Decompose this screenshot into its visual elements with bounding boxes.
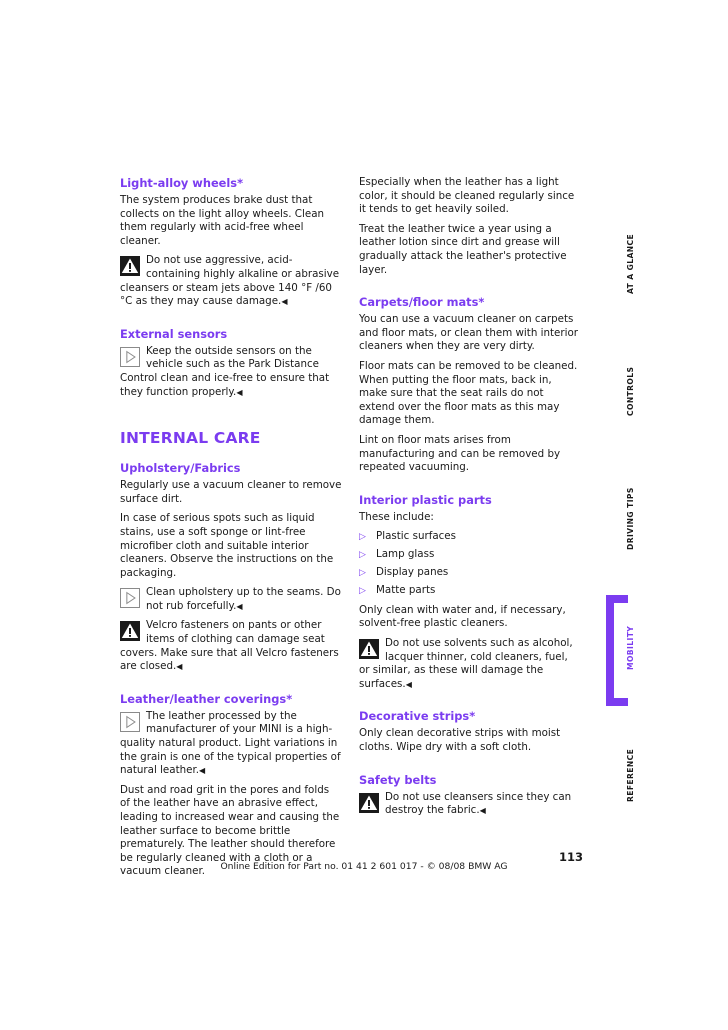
page-number: 113 — [559, 850, 584, 864]
leather-note — [120, 710, 342, 778]
bullet-arrow-icon: ▷ — [359, 586, 366, 597]
side-tab-controls[interactable]: CONTROLS — [626, 366, 635, 416]
warning-text: Do not use aggressive, acid-containing highly alkaline or abrasive cleansers or steam jets above 140 °F /60 °C as they may cause damage. — [120, 254, 340, 308]
decorative-text: Only clean decorative strips with moist cloths. Wipe dry with a soft cloth. — [359, 727, 561, 753]
right-column — [359, 176, 581, 824]
note-text: The leather processed by the manufacturer of your MINI is a high-quality natural product. Light variations in the grain is one of the typical properties of natural leather. — [120, 709, 341, 777]
plastic-list — [359, 530, 581, 599]
leather-cont-text-2: Treat the leather twice a year using a leather lotion since dirt and grease will gradually attack the leather's protective layer. — [359, 222, 567, 276]
info-arrow-icon — [120, 347, 140, 367]
info-arrow-icon — [120, 712, 140, 732]
external-sensors-heading: External sensors — [120, 326, 228, 341]
note-text: Clean upholstery up to the seams. Do not rub forcefully. — [146, 586, 341, 612]
end-mark-icon: ◀ — [236, 601, 243, 611]
leather-text: Dust and road grit in the pores and folds of the leather have an abrasive effect, leading to increased wear and causing the leather surface to become brittle prematurely. The leather should therefore be regularly cleaned with a cloth or a vacuum cleaner. — [120, 783, 340, 878]
left-column — [120, 176, 342, 885]
end-mark-icon: ◀ — [281, 297, 288, 307]
light-alloy-heading: Light-alloy wheels* — [120, 176, 244, 190]
warning-icon — [120, 621, 140, 641]
end-mark-icon: ◀ — [199, 766, 206, 776]
warning-text: Velcro fasteners on pants or other items of clothing can damage seat covers. Make sure that all Velcro fasteners are closed. — [120, 619, 339, 673]
upholstery-note — [120, 586, 342, 613]
info-arrow-icon — [120, 588, 140, 608]
end-mark-icon: ◀ — [405, 679, 412, 689]
safety-belts-heading: Safety belts — [359, 772, 437, 787]
list-item: ▷ Display panes — [359, 566, 581, 581]
bullet-arrow-icon: ▷ — [359, 568, 366, 579]
end-mark-icon: ◀ — [176, 662, 183, 672]
carpets-heading: Carpets/floor mats* — [359, 295, 485, 310]
end-mark-icon: ◀ — [236, 387, 243, 397]
leather-heading: Leather/leather coverings* — [120, 691, 293, 706]
upholstery-heading: Upholstery/Fabrics — [120, 461, 241, 476]
side-tab-at-a-glance[interactable]: AT A GLANCE — [626, 233, 635, 294]
list-item: ▷ Matte parts — [359, 584, 581, 599]
plastic-text: Only clean with water and, if necessary, solvent-free plastic cleaners. — [359, 603, 566, 630]
decorative-heading: Decorative strips* — [359, 709, 476, 724]
bullet-arrow-icon: ▷ — [359, 532, 366, 543]
plastic-warning — [359, 637, 581, 691]
carpets-text-1: You can use a vacuum cleaner on carpets and floor mats, or clean them with interior cleaners when they are very dirty. — [359, 313, 579, 353]
footer-text: Online Edition for Part no. 01 41 2 601 017 - © 08/08 BMW AG — [220, 861, 508, 872]
safety-belts-warning — [359, 791, 581, 818]
leather-cont-text-1: Especially when the leather has a light color, it should be cleaned regularly since it tends to get heavily soiled. — [359, 176, 575, 216]
light-alloy-text: The system produces brake dust that collects on the light alloy wheels. Clean them regularly with acid-free wheel cleaner. — [120, 194, 325, 247]
upholstery-warning — [120, 619, 342, 673]
end-mark-icon: ◀ — [479, 806, 486, 816]
internal-care-title: INTERNAL CARE — [120, 429, 261, 448]
upholstery-text-2: In case of serious spots such as liquid stains, use a soft sponge or lint-free microfiber cloth and suitable interior cleaners. Observe the instructions on the packaging. — [120, 512, 334, 579]
warning-icon — [120, 256, 140, 276]
upholstery-text-1: Regularly use a vacuum cleaner to remove surface dirt. — [120, 479, 342, 505]
warning-text: Do not use solvents such as alcohol, lacquer thinner, cold cleaners, fuel, or similar, as these will damage the surfaces. — [359, 637, 573, 690]
side-tab-reference[interactable]: REFERENCE — [626, 748, 635, 802]
warning-text: Do not use cleansers since they can destroy the fabric. — [385, 790, 572, 817]
list-item: ▷ Lamp glass — [359, 548, 581, 563]
plastic-heading: Interior plastic parts — [359, 492, 492, 507]
warning-icon — [359, 639, 379, 659]
external-sensors-note — [120, 345, 342, 399]
warning-icon — [359, 793, 379, 813]
light-alloy-warning — [120, 254, 342, 308]
list-item: ▷ Plastic surfaces — [359, 530, 581, 545]
note-text: Keep the outside sensors on the vehicle such as the Park Distance Control clean and ice-free to ensure that they function properly. — [120, 344, 330, 398]
carpets-text-2: Floor mats can be removed to be cleaned. When putting the floor mats, back in, make sure that the seat rails do not extend over the floor mats as this may damage them. — [359, 359, 578, 427]
mobility-active-marker — [606, 595, 628, 706]
side-tab-mobility[interactable]: MOBILITY — [626, 625, 635, 670]
plastic-intro: These include: — [359, 510, 434, 523]
carpets-text-3: Lint on floor mats arises from manufacturing and can be removed by repeated vacuuming. — [359, 433, 561, 474]
side-tab-driving-tips[interactable]: DRIVING TIPS — [626, 487, 635, 550]
bullet-arrow-icon: ▷ — [359, 550, 366, 561]
